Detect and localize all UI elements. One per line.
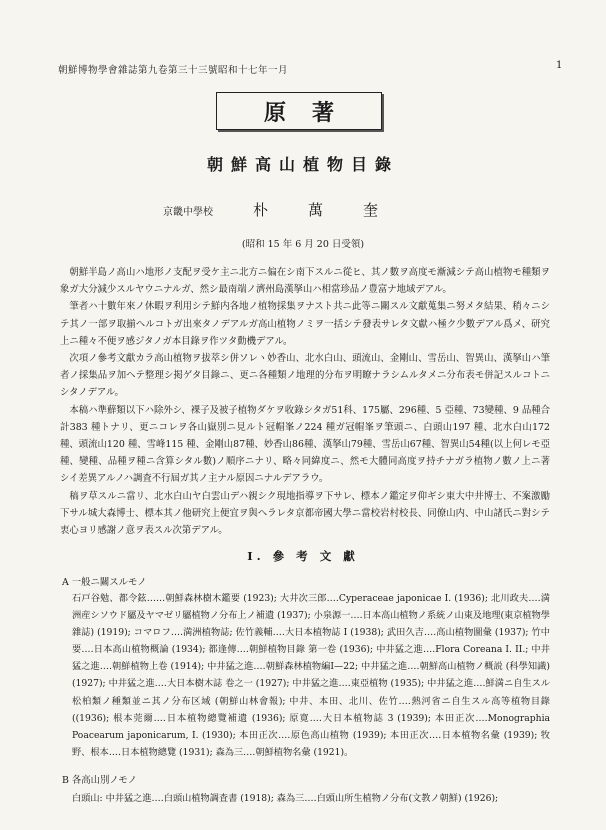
received-date: (昭和 15 年 6 月 20 日受領) bbox=[241, 239, 365, 250]
page-number: 1 bbox=[556, 60, 563, 71]
subheading-per-mountain: B 各高山別ノモノ bbox=[62, 775, 138, 786]
author-affiliation: 京畿中學校 bbox=[163, 207, 213, 218]
introduction-body bbox=[60, 264, 550, 539]
paragraph: 筆者ハ十數年來ノ休暇ヲ利用シテ鮮内各地ノ植物採集ヲナスト共ニ此等ニ關スル文獻蒐集ニ努メタ結果、稍々ニシテ其ノ一部ヲ取揃ヘルコトガ出來タノデアルガ高山植物ノミヲ一括シテ發表サレタ文獻ハ極ク少數デアル爲メ、研究上ニ種々不便ヲ感ジタノガ本目錄ヲ作ツタ動機デアル。 bbox=[60, 301, 550, 347]
references-general: 石戸谷勉、都令鉉‥‥‥朝鮮森林樹木鑑要 (1923); 大井次三郎‥‥Cyperaceae japonicae I. (1936); 北川政夫‥‥満洲産シソウド屬及ヤマゼリ屬植物ノ分布上ノ補遺 (1937); 小泉源一‥‥日本高山植物ノ系統ノ山東及地理(東京植物學雜誌) (1919); コマロフ‥‥満洲植物誌; 佐竹義輔‥‥大日本植物誌 I (1938); 武田久吉‥‥高山植物圖彙 (1937); 竹中要‥‥日本高山植物概論 (1934); 都逢傳‥‥朝鮮植物目錄 第一卷 (1936); 中井猛之進‥‥Flora Coreana I. II.; 中井猛之進‥‥朝鮮植物上卷 (1914); 中井猛之進‥‥朝鮮森林植物編I—22; 中井猛之進‥‥朝鮮高山植物ノ概説 (科學知識) (1927); 中井猛之進‥‥大日本樹木誌 卷之一 (1927); 中井猛之進‥‥東亞植物 (1935); 中井猛之進‥‥鮮満ニ自生スル松柏類ノ種類並ニ其ノ分布区域 (朝鮮山林會報); 中井、本田、北川、佐竹‥‥熱河省ニ自生スル高等植物目錄 ((1936); 根本莞爾‥‥日本植物總覽補遺 (1936); 原寛‥‥大日本植物誌 3 (1939); 本田正次‥‥Monographia Poacearum japonicarum, I. (1930); 本田正次‥‥原色高山植物 (1939); 本田正次‥‥日本植物名彙 (1939); 牧野、根本‥‥日本植物總覽 (1931); 森為三‥‥朝鮮植物名彙 (1921)。 bbox=[72, 593, 550, 758]
paragraph: 朝鮮半島ノ高山ハ地形ノ支配ヲ受ケ主ニ北方ニ偏在シ南下スルニ從ヒ、其ノ數ヲ高度モ漸減シテ高山植物モ種類ヲ象ガ大分減少スルヤウニナルガ、然シ最南端ノ濟州島漢拏山ハ相當珍品ノ豊富ナ地域デアル。 bbox=[60, 267, 550, 296]
running-header: 朝鮮博物學會雜誌第九卷第三十三號昭和十七年一月 bbox=[58, 65, 289, 76]
category-box bbox=[216, 92, 382, 130]
paragraph: 稿ヲ草スルニ當リ、北水白山ヤ白雲山デハ親シク現地指導ヲ下サレ、標本ノ鑑定ヲ仰ギシ東大中井博士、不案激勵下サル城大森博士、標本其ノ他研究上便宜ヲ與ヘラレタ京都帝國大學ニ當校岩村校長、同僚山内、中山諸氏ニ對シテ衷心ヨリ感謝ノ意ヲ表スル次第デアル。 bbox=[60, 490, 550, 537]
subheading-general: A 一般ニ關スルモノ bbox=[62, 577, 147, 588]
article-title: 朝鮮高山植物目錄 bbox=[206, 155, 399, 174]
category-label: 原著 bbox=[263, 99, 360, 126]
section-heading-references: I. 參 考 文 獻 bbox=[247, 549, 359, 563]
references-per-mountain: 白頭山: 中井猛之進‥‥白頭山植物調査書 (1918); 森為三‥‥白頭山所生植物ノ分布(文教ノ朝鮮) (1926); bbox=[72, 793, 499, 804]
byline bbox=[0, 199, 606, 221]
author-name: 朴萬奎 bbox=[253, 201, 419, 219]
paragraph: 本稿ハ準蘚類以下ハ除外シ、裸子及被子植物ダケヲ收錄シタガ51科、175屬、296種、5 亞種、73變種、9 品種合計383 種トナリ、更ニコレヲ各山嶽別ニ見ルト冠帽峯ノ224 種ガ冠帽峯ヲ筆頭ニ、白頭山197 種、北水白山172 種、頭流山120 種、雪峰115 種、金剛山87種、妙香山86種、漢拏山79種、雪岳山67種、智異山54種(以上何レモ亞種、變種、品種ヲ種ニ含算シタル數)ノ順序ニナリ、略々同緯度ニ、然モ大體同高度ヲ持チナガラ植物ノ數ノ上ニ著シイ差異アルノハ調査不行屆ガ其ノ主ナル原因ニナルデアラウ。 bbox=[60, 404, 550, 485]
paragraph: 次項ノ參考文獻カラ高山植物ヲ拔萃シ併ソレヽ妙香山、北水白山、頭流山、金剛山、雪岳山、智異山、漢拏山ハ筆者ノ採集品ヲ加ヘテ整理シ掲ゲタ目錄ニ、更ニ各種類ノ地理的分布ヲ明瞭ナラシムルタメニ分布表モ併記スルコトニシタノデアル。 bbox=[60, 353, 550, 399]
